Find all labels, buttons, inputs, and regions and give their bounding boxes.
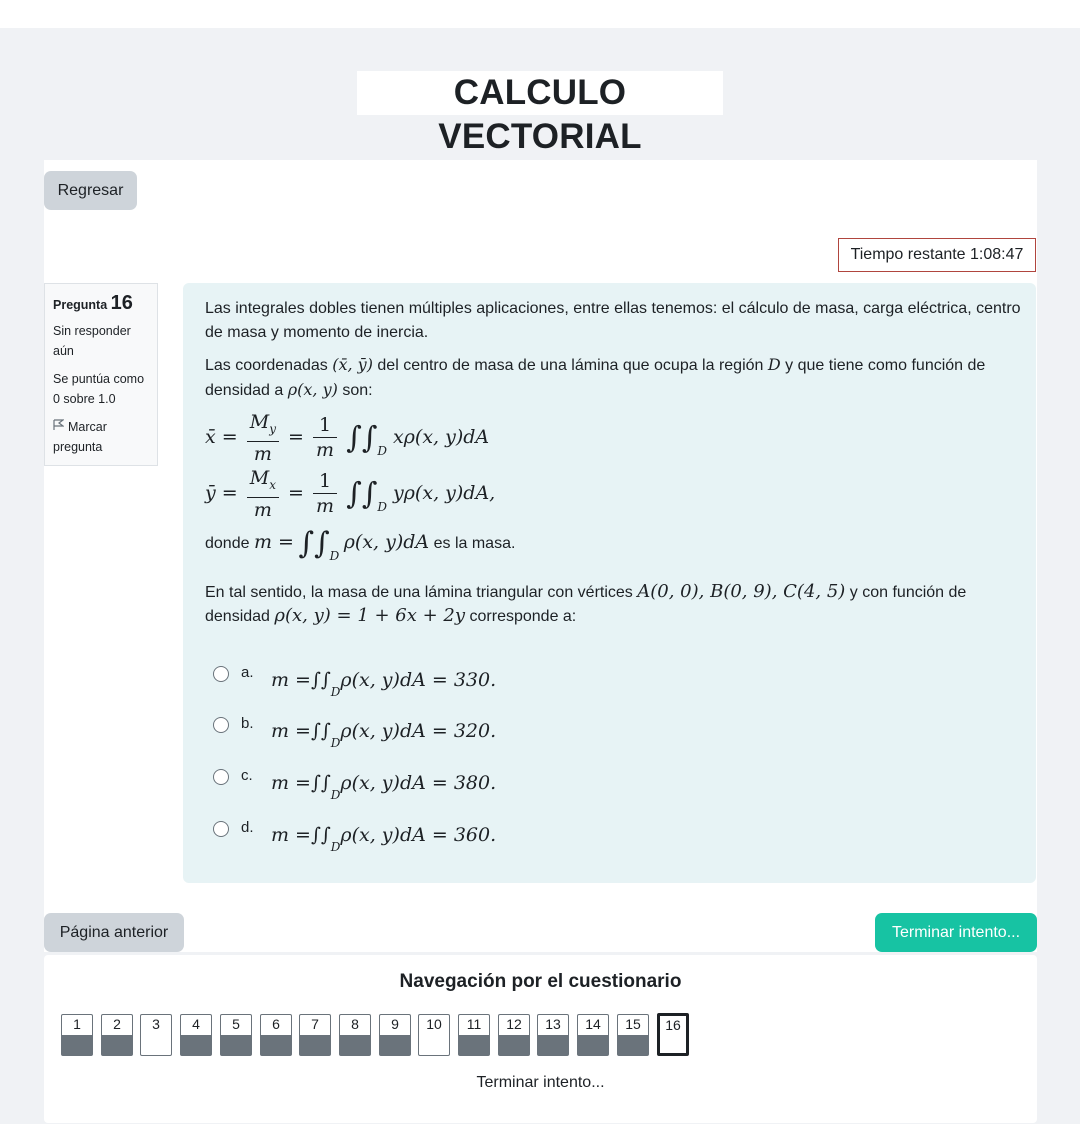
quiz-nav-button-label: 13 bbox=[545, 1016, 561, 1032]
equation-y-bar bbox=[205, 466, 495, 522]
text-segment: donde bbox=[205, 535, 250, 552]
quiz-nav-button-label: 2 bbox=[113, 1016, 121, 1032]
math-mass: m = bbox=[253, 531, 294, 553]
option-value: ρ(x, y)dA = 360. bbox=[340, 824, 497, 846]
answered-indicator bbox=[578, 1035, 608, 1055]
question-task-line1 bbox=[205, 580, 966, 605]
math-vertices: A(0, 0), B(0, 9), C(4, 5) bbox=[637, 581, 846, 602]
quiz-nav-button[interactable] bbox=[101, 1014, 133, 1056]
answered-indicator bbox=[380, 1035, 410, 1055]
double-integral-symbol: ∫∫ bbox=[310, 824, 331, 846]
quiz-nav-button[interactable] bbox=[339, 1014, 371, 1056]
numerator-subscript: y bbox=[269, 421, 276, 436]
radio-button[interactable] bbox=[213, 666, 229, 682]
flag-icon bbox=[53, 417, 64, 437]
text-segment: y con función de bbox=[849, 584, 967, 601]
option-letter: a. bbox=[241, 663, 254, 681]
flag-label: Marcar pregunta bbox=[53, 420, 107, 454]
question-label: Pregunta bbox=[53, 298, 108, 312]
option-lhs: m = bbox=[271, 824, 311, 846]
integral-region: D bbox=[377, 499, 387, 514]
back-button[interactable]: Regresar bbox=[44, 171, 137, 210]
answer-option-c[interactable] bbox=[213, 763, 496, 803]
option-value: ρ(x, y)dA = 320. bbox=[340, 720, 497, 742]
math-coordinates: (x̄, ȳ) bbox=[332, 355, 373, 374]
text-segment: es la masa. bbox=[433, 535, 516, 552]
option-value: ρ(x, y)dA = 330. bbox=[340, 669, 497, 691]
math-density-function: ρ(x, y) = 1 + 6x + 2y bbox=[274, 605, 466, 626]
finish-attempt-button[interactable]: Terminar intento... bbox=[875, 913, 1037, 952]
answer-option-d[interactable] bbox=[213, 815, 496, 855]
mass-definition bbox=[205, 525, 516, 563]
question-line-coordinates bbox=[205, 353, 1035, 378]
quiz-nav-button[interactable] bbox=[577, 1014, 609, 1056]
numerator-text: M bbox=[249, 411, 270, 433]
eq-lhs: ȳ = bbox=[205, 481, 238, 504]
fraction bbox=[247, 410, 279, 466]
integral-region: D bbox=[329, 549, 340, 563]
answered-indicator bbox=[62, 1035, 92, 1055]
question-task-line2 bbox=[205, 604, 576, 629]
text-segment: y que tiene como función de bbox=[785, 357, 986, 374]
integral-region: D bbox=[330, 788, 341, 802]
quiz-nav-button-label: 6 bbox=[272, 1016, 280, 1032]
quiz-nav-button-label: 11 bbox=[466, 1016, 482, 1032]
answered-indicator bbox=[221, 1035, 251, 1055]
text-segment: son: bbox=[342, 382, 373, 399]
fraction-numerator: 1 bbox=[313, 469, 337, 494]
quiz-nav-button[interactable] bbox=[220, 1014, 252, 1056]
integral-region: D bbox=[330, 685, 341, 699]
integrand: xρ(x, y)dA bbox=[393, 425, 490, 448]
previous-page-button[interactable]: Página anterior bbox=[44, 913, 184, 952]
text-segment: Las coordenadas bbox=[205, 357, 328, 374]
fraction bbox=[247, 466, 279, 522]
numerator-subscript: x bbox=[269, 477, 276, 492]
quiz-nav-button[interactable] bbox=[299, 1014, 331, 1056]
math-density: ρ(x, y) bbox=[287, 380, 338, 399]
timer-value: 1:08:47 bbox=[970, 246, 1024, 263]
option-letter: c. bbox=[241, 766, 253, 784]
quiz-nav-button[interactable] bbox=[61, 1014, 93, 1056]
text-segment: corresponde a: bbox=[469, 608, 577, 625]
quiz-nav-button-label: 12 bbox=[506, 1016, 522, 1032]
integral-region: D bbox=[330, 840, 341, 854]
math-region: D bbox=[767, 355, 781, 374]
double-integral-symbol: ∫∫ bbox=[346, 476, 378, 512]
answered-indicator bbox=[618, 1035, 648, 1055]
double-integral-symbol: ∫∫ bbox=[310, 669, 331, 691]
quiz-nav-button-label: 1 bbox=[73, 1016, 81, 1032]
course-title: CALCULO VECTORIAL bbox=[357, 71, 723, 115]
question-state: Sin responder aún bbox=[53, 324, 131, 358]
quiz-nav-button[interactable] bbox=[617, 1014, 649, 1056]
option-lhs: m = bbox=[271, 772, 311, 794]
quiz-nav-button[interactable] bbox=[418, 1014, 450, 1056]
quiz-nav-button-label: 8 bbox=[351, 1016, 359, 1032]
answer-option-a[interactable] bbox=[213, 660, 496, 700]
fraction-denominator: m bbox=[316, 495, 335, 518]
integrand: yρ(x, y)dA, bbox=[393, 481, 496, 504]
answered-indicator bbox=[340, 1035, 370, 1055]
quiz-nav-button-label: 4 bbox=[192, 1016, 200, 1032]
quiz-nav-button-label: 9 bbox=[391, 1016, 399, 1032]
double-integral-symbol: ∫∫ bbox=[310, 720, 331, 742]
timer bbox=[838, 238, 1036, 272]
question-line-density bbox=[205, 378, 373, 403]
quiz-nav-button-label: 3 bbox=[152, 1016, 160, 1032]
quiz-nav-button[interactable] bbox=[379, 1014, 411, 1056]
integrand: ρ(x, y)dA bbox=[343, 531, 430, 553]
quiz-nav-button[interactable] bbox=[260, 1014, 292, 1056]
equals-sign: = bbox=[288, 481, 304, 504]
option-lhs: m = bbox=[271, 720, 311, 742]
quiz-navigation-title: Navegación por el cuestionario bbox=[399, 971, 682, 992]
answered-indicator bbox=[102, 1035, 132, 1055]
radio-button[interactable] bbox=[213, 717, 229, 733]
option-letter: b. bbox=[241, 714, 254, 732]
quiz-nav-button-label: 7 bbox=[311, 1016, 319, 1032]
equation-x-bar bbox=[205, 410, 489, 466]
quiz-nav-button[interactable] bbox=[537, 1014, 569, 1056]
fraction bbox=[313, 413, 337, 462]
fraction-numerator: 1 bbox=[313, 413, 337, 438]
answered-indicator bbox=[499, 1035, 529, 1055]
question-number-value: 16 bbox=[110, 292, 133, 314]
fraction bbox=[313, 469, 337, 518]
quiz-nav-button[interactable] bbox=[657, 1013, 689, 1056]
question-info bbox=[44, 283, 158, 466]
answered-indicator bbox=[181, 1035, 211, 1055]
fraction-denominator: m bbox=[253, 498, 272, 521]
answer-option-b[interactable] bbox=[213, 711, 496, 751]
text-segment: densidad a bbox=[205, 382, 284, 399]
option-lhs: m = bbox=[271, 669, 311, 691]
nav-finish-attempt-link[interactable]: Terminar intento... bbox=[476, 1074, 605, 1091]
option-letter: d. bbox=[241, 818, 254, 836]
double-integral-symbol: ∫∫ bbox=[298, 525, 330, 561]
double-integral-symbol: ∫∫ bbox=[346, 420, 378, 456]
fraction-numerator bbox=[247, 466, 279, 498]
quiz-nav-button-label: 14 bbox=[585, 1016, 601, 1032]
text-segment: del centro de masa de una lámina que ocupa la región bbox=[377, 357, 764, 374]
fraction-denominator: m bbox=[253, 442, 272, 465]
quiz-nav-button[interactable] bbox=[498, 1014, 530, 1056]
quiz-nav-button[interactable] bbox=[140, 1014, 172, 1056]
double-integral-symbol: ∫∫ bbox=[310, 772, 331, 794]
quiz-nav-button-label: 16 bbox=[665, 1017, 681, 1033]
answered-indicator bbox=[538, 1035, 568, 1055]
integral-region: D bbox=[377, 443, 387, 458]
option-value: ρ(x, y)dA = 380. bbox=[340, 772, 497, 794]
equals-sign: = bbox=[288, 425, 304, 448]
answered-indicator bbox=[261, 1035, 291, 1055]
quiz-nav-button[interactable] bbox=[180, 1014, 212, 1056]
fraction-denominator: m bbox=[316, 439, 335, 462]
quiz-nav-button-label: 10 bbox=[426, 1016, 442, 1032]
integral-region: D bbox=[330, 736, 341, 750]
eq-lhs: x̄ = bbox=[205, 425, 238, 448]
text-segment: En tal sentido, la masa de una lámina triangular con vértices bbox=[205, 584, 633, 601]
question-intro: Las integrales dobles tienen múltiples aplicaciones, entre ellas tenemos: el cálculo de masa, carga eléctrica, centro de masa y momento de inercia. bbox=[205, 300, 1021, 341]
answered-indicator bbox=[300, 1035, 330, 1055]
text-segment: densidad bbox=[205, 608, 270, 625]
quiz-nav-button-label: 5 bbox=[232, 1016, 240, 1032]
radio-button[interactable] bbox=[213, 821, 229, 837]
answered-indicator bbox=[459, 1035, 489, 1055]
question-grade: Se puntúa como 0 sobre 1.0 bbox=[53, 372, 145, 406]
fraction-numerator bbox=[247, 410, 279, 442]
numerator-text: M bbox=[249, 467, 270, 489]
radio-button[interactable] bbox=[213, 769, 229, 785]
flag-question-link[interactable] bbox=[53, 417, 149, 457]
quiz-nav-button-label: 15 bbox=[625, 1016, 641, 1032]
question-number bbox=[53, 292, 149, 315]
quiz-nav-button[interactable] bbox=[458, 1014, 490, 1056]
timer-label: Tiempo restante bbox=[850, 246, 966, 263]
